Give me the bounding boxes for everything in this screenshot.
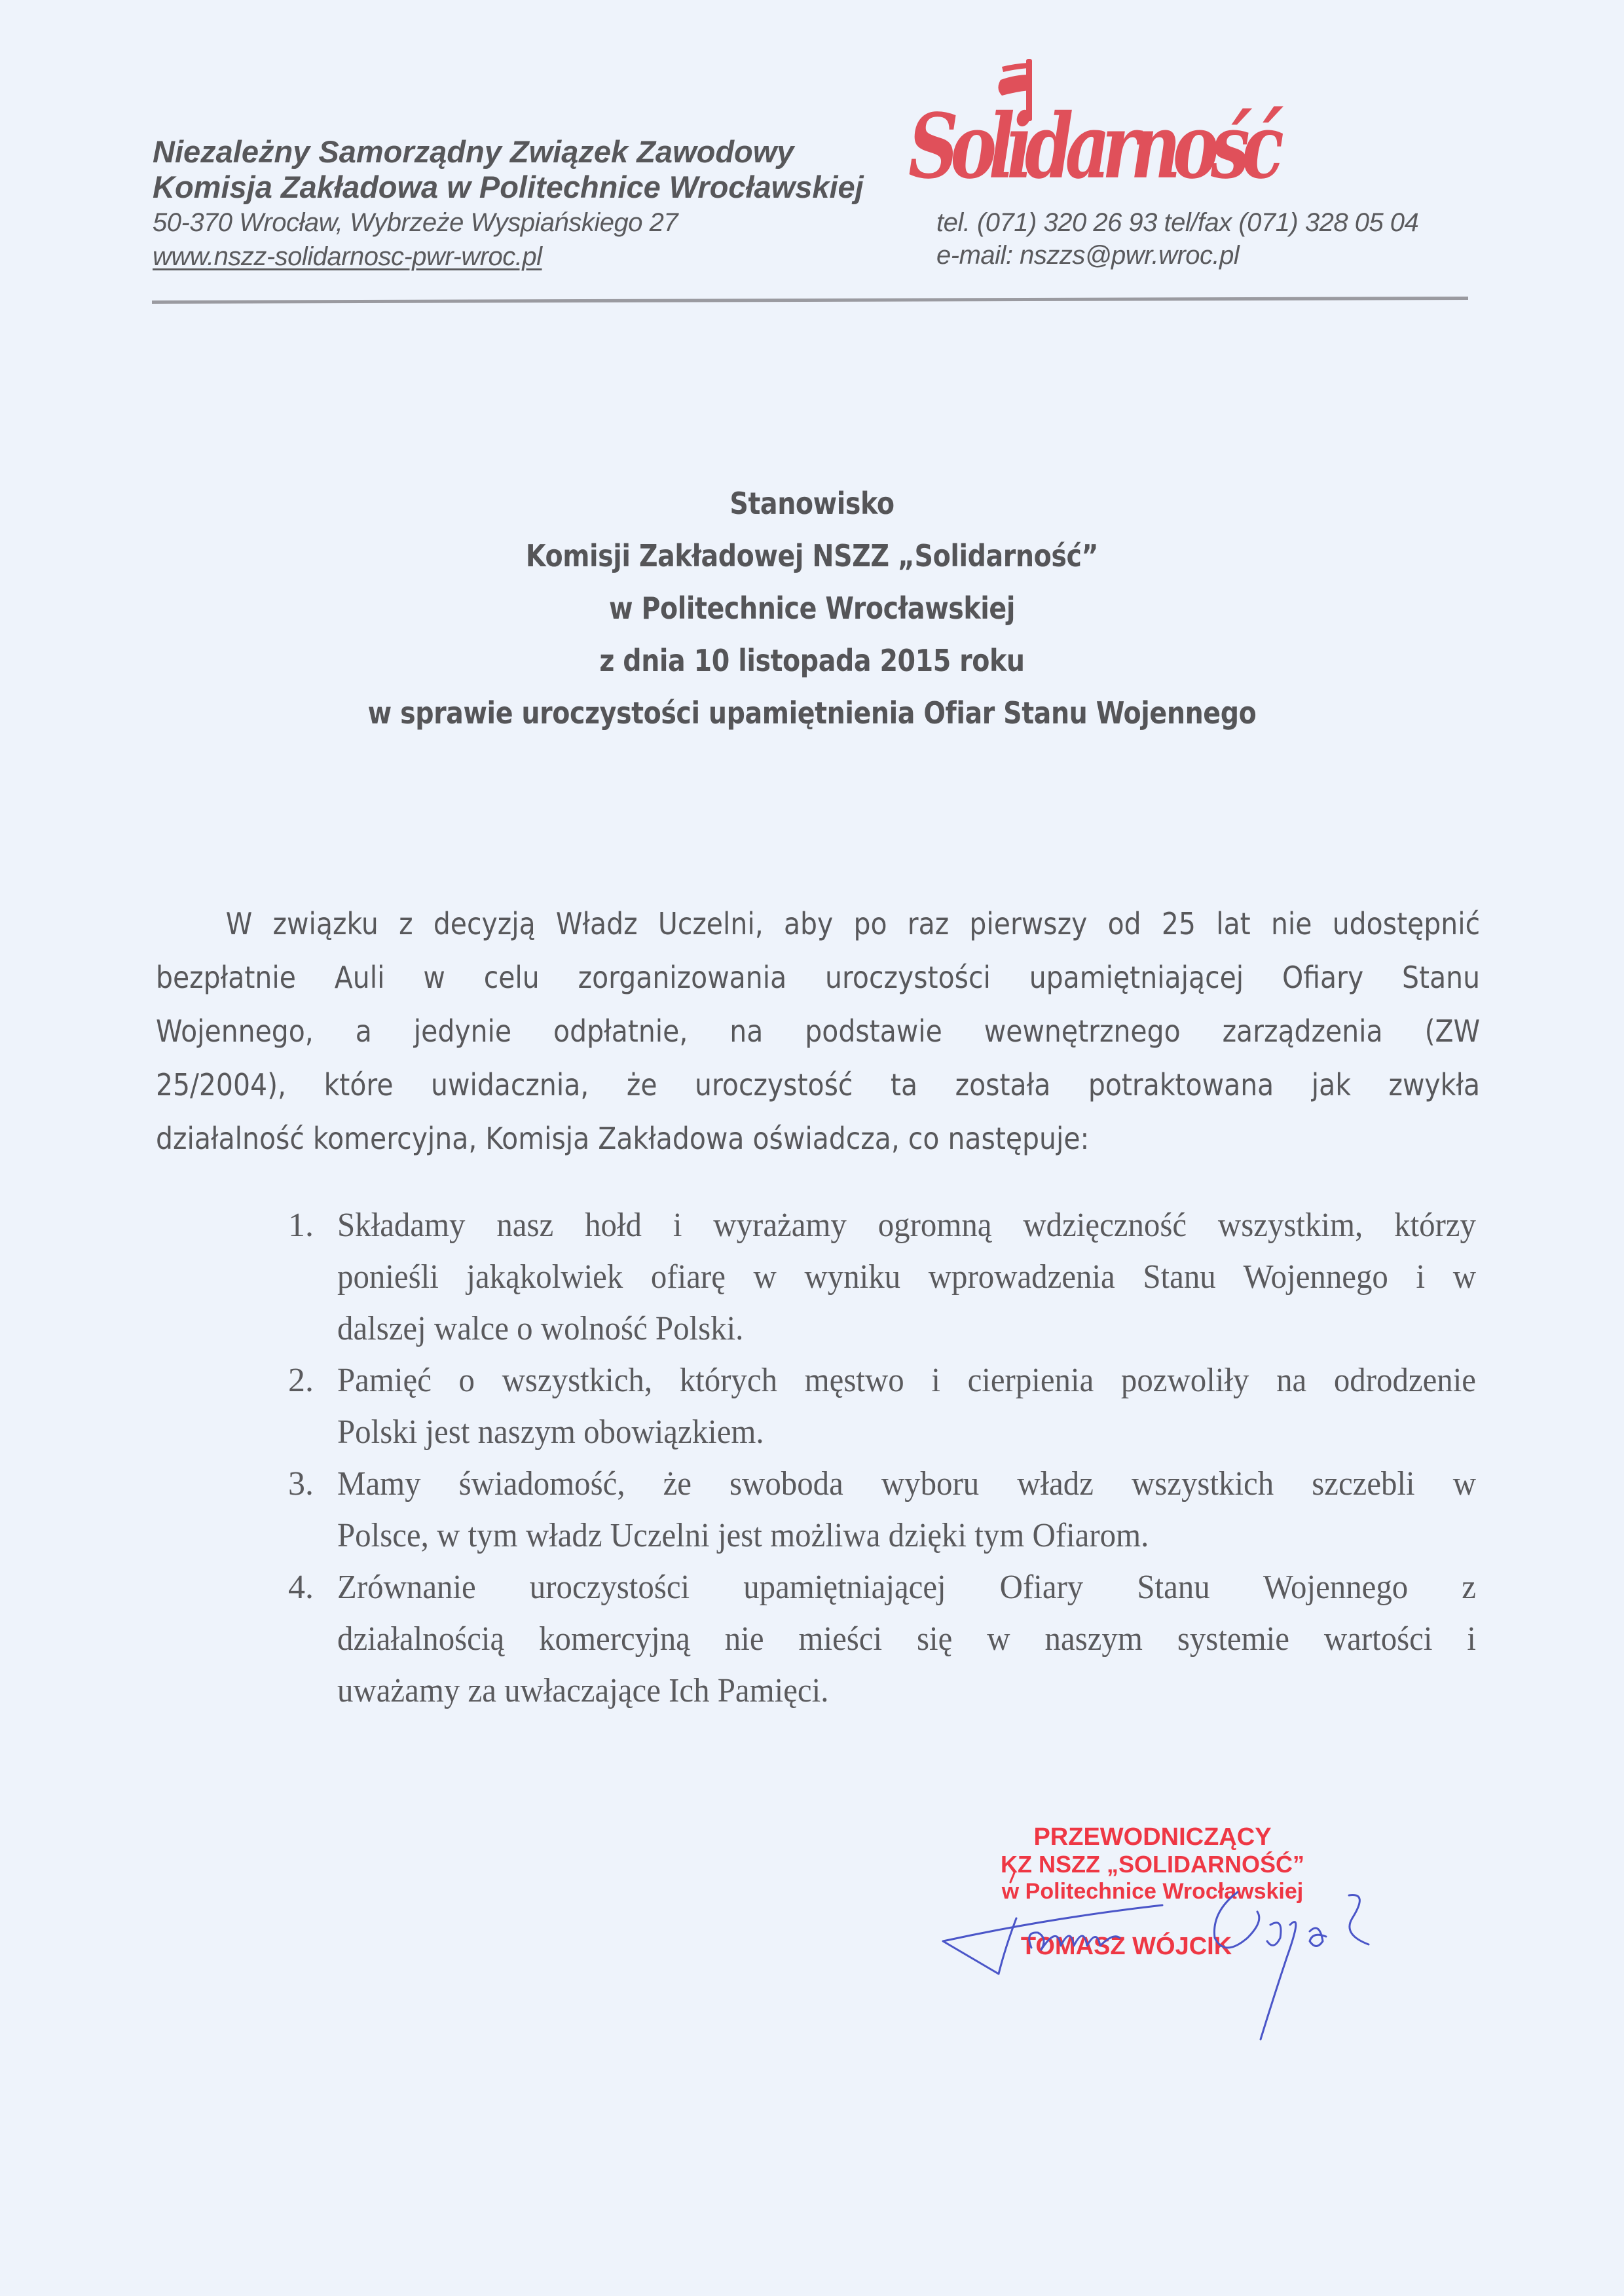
intro-paragraph — [156, 897, 1480, 1165]
svg-text:Solidarność: Solidarność — [908, 94, 1276, 199]
solidarnosc-logo-icon — [904, 52, 1276, 199]
header-divider — [152, 297, 1468, 304]
paragraph-line: bezpłatnie Auli w celu zorganizowania uroczystości upamiętniającej Ofiary Stanu — [156, 960, 1481, 995]
list-number: 4. — [288, 1569, 314, 1606]
statement-list — [288, 1199, 1476, 1717]
stamp-name: TOMASZ WÓJCIK — [1020, 1933, 1232, 1960]
email-link[interactable]: e-mail: nszzs@pwr.wroc.pl — [936, 241, 1240, 270]
handwritten-signature — [917, 1886, 1454, 2056]
stamp-title: PRZEWODNICZĄCY — [1033, 1823, 1272, 1851]
title-subject: w sprawie uroczystości upamiętnienia Ofiar Stanu Wojennego — [367, 695, 1257, 731]
list-line: Pamięć o wszystkich, których męstwo i cierpienia pozwoliły na odrodzenie — [337, 1362, 1476, 1399]
org-name: Niezależny Samorządny Związek Zawodowy — [153, 134, 794, 169]
list-line: uważamy za uwłaczające Ich Pamięci. — [337, 1672, 829, 1709]
paragraph-line: Wojennego, a jedynie odpłatnie, na podstawie wewnętrznego zarządzenia (ZW — [156, 1013, 1481, 1049]
title-institution: w Politechnice Wrocławskiej — [609, 591, 1015, 626]
list-item — [288, 1561, 1476, 1717]
list-line: Mamy świadomość, że swoboda wyboru władz wszystkich szczebli w — [337, 1465, 1476, 1503]
list-line: dalszej walce o wolność Polski. — [337, 1310, 744, 1347]
list-line: Zrównanie uroczystości upamiętniającej Ofiary Stanu Wojennego z — [337, 1569, 1476, 1606]
title-date: z dnia 10 listopada 2015 roku — [599, 643, 1025, 678]
list-line: Polsce, w tym władz Uczelni jest możliwa dzięki tym Ofiarom. — [337, 1517, 1149, 1554]
phone-fax: tel. (071) 320 26 93 tel/fax (071) 328 05 04 — [936, 208, 1419, 237]
list-number: 1. — [288, 1207, 314, 1244]
list-number: 2. — [288, 1362, 314, 1399]
website-link[interactable]: www.nszz-solidarnosc-pwr-wroc.pl — [153, 242, 542, 271]
stamp-institution: w Politechnice Wrocławskiej — [1001, 1879, 1304, 1904]
org-address: 50-370 Wrocław, Wybrzeże Wyspiańskiego 27 — [153, 208, 678, 237]
list-item — [288, 1199, 1476, 1355]
list-item — [288, 1355, 1476, 1458]
paragraph-line: działalność komercyjna, Komisja Zakładowa oświadcza, co następuje: — [156, 1121, 1090, 1156]
org-commission: Komisja Zakładowa w Politechnice Wrocławskiej — [153, 170, 864, 204]
paragraph-line: 25/2004), które uwidacznia, że uroczystość ta została potraktowana jak zwykła — [156, 1067, 1481, 1102]
title-issuer: Komisji Zakładowej NSZZ „Solidarność” — [525, 538, 1099, 574]
list-line: Polski jest naszym obowiązkiem. — [337, 1413, 764, 1451]
stamp-organization: KZ NSZZ „SOLIDARNOŚĆ” — [1001, 1851, 1304, 1878]
document-type: Stanowisko — [729, 486, 895, 521]
list-item — [288, 1458, 1476, 1561]
paragraph-line: W związku z decyzją Władz Uczelni, aby po raz pierwszy od 25 lat nie udostępnić — [225, 906, 1481, 941]
list-line: Składamy nasz hołd i wyrażamy ogromną wdzięczność wszystkim, którzy — [337, 1207, 1476, 1244]
list-line: ponieśli jakąkolwiek ofiarę w wyniku wprowadzenia Stanu Wojennego i w — [337, 1258, 1476, 1296]
list-number: 3. — [288, 1465, 314, 1503]
list-line: działalnością komercyjną nie mieści się w naszym systemie wartości i — [337, 1620, 1476, 1658]
